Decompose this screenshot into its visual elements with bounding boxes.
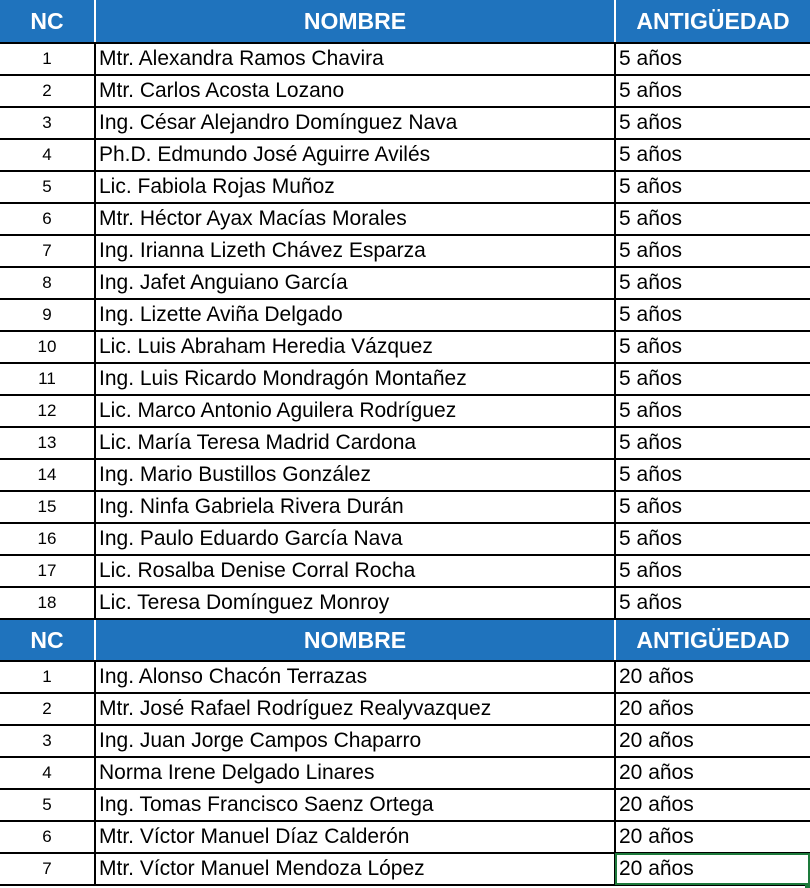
cell-antiguedad[interactable]: 5 años — [615, 203, 810, 235]
cell-nc[interactable]: 13 — [0, 427, 95, 459]
header-nombre[interactable]: NOMBRE — [95, 619, 615, 661]
table-row — [0, 587, 810, 619]
table-row — [0, 331, 810, 363]
header-row — [0, 619, 810, 661]
cell-nombre[interactable]: Ing. Ninfa Gabriela Rivera Durán — [95, 491, 615, 523]
cell-antiguedad[interactable]: 5 años — [615, 107, 810, 139]
table-row — [0, 203, 810, 235]
cell-antiguedad[interactable]: 20 años — [615, 853, 810, 885]
cell-nc[interactable]: 12 — [0, 395, 95, 427]
cell-nc[interactable]: 5 — [0, 171, 95, 203]
header-row — [0, 0, 810, 43]
cell-nc[interactable]: 7 — [0, 853, 95, 885]
header-nc[interactable]: NC — [0, 619, 95, 661]
header-antiguedad[interactable]: ANTIGÜEDAD — [615, 0, 810, 43]
cell-nombre[interactable]: Lic. María Teresa Madrid Cardona — [95, 427, 615, 459]
cell-nombre[interactable]: Mtr. Víctor Manuel Mendoza López — [95, 853, 615, 885]
cell-antiguedad[interactable]: 5 años — [615, 523, 810, 555]
cell-antiguedad[interactable]: 5 años — [615, 139, 810, 171]
cell-nc[interactable]: 2 — [0, 693, 95, 725]
cell-nombre[interactable]: Lic. Teresa Domínguez Monroy — [95, 587, 615, 619]
cell-nc[interactable]: 1 — [0, 661, 95, 693]
cell-antiguedad[interactable]: 20 años — [615, 821, 810, 853]
cell-antiguedad[interactable]: 20 años — [615, 757, 810, 789]
cell-antiguedad[interactable]: 5 años — [615, 363, 810, 395]
cell-antiguedad[interactable]: 5 años — [615, 43, 810, 75]
table-row — [0, 459, 810, 491]
table-row — [0, 661, 810, 693]
cell-antiguedad[interactable]: 5 años — [615, 267, 810, 299]
table-row — [0, 821, 810, 853]
cell-nc[interactable]: 4 — [0, 757, 95, 789]
table-row — [0, 757, 810, 789]
table-row — [0, 853, 810, 885]
cell-nombre[interactable]: Ing. Alonso Chacón Terrazas — [95, 661, 615, 693]
cell-antiguedad[interactable]: 5 años — [615, 395, 810, 427]
cell-antiguedad[interactable]: 20 años — [615, 661, 810, 693]
cell-nc[interactable]: 15 — [0, 491, 95, 523]
table-row — [0, 789, 810, 821]
table-row — [0, 363, 810, 395]
cell-nombre[interactable]: Ing. Jafet Anguiano García — [95, 267, 615, 299]
cell-antiguedad[interactable]: 5 años — [615, 491, 810, 523]
table-row — [0, 107, 810, 139]
cell-antiguedad[interactable]: 20 años — [615, 693, 810, 725]
cell-nombre[interactable]: Lic. Luis Abraham Heredia Vázquez — [95, 331, 615, 363]
cell-antiguedad[interactable]: 5 años — [615, 299, 810, 331]
cell-antiguedad[interactable]: 5 años — [615, 427, 810, 459]
selection-fill-handle[interactable] — [805, 883, 810, 888]
cell-antiguedad[interactable]: 5 años — [615, 75, 810, 107]
table-row — [0, 427, 810, 459]
table-row — [0, 139, 810, 171]
cell-antiguedad[interactable]: 5 años — [615, 459, 810, 491]
cell-antiguedad[interactable]: 5 años — [615, 555, 810, 587]
table-row — [0, 43, 810, 75]
cell-nombre[interactable]: Mtr. Víctor Manuel Díaz Calderón — [95, 821, 615, 853]
cell-nc[interactable]: 9 — [0, 299, 95, 331]
table-row — [0, 75, 810, 107]
header-antiguedad[interactable]: ANTIGÜEDAD — [615, 619, 810, 661]
cell-nc[interactable]: 6 — [0, 203, 95, 235]
cell-nc[interactable]: 17 — [0, 555, 95, 587]
cell-nombre[interactable]: Mtr. Héctor Ayax Macías Morales — [95, 203, 615, 235]
table-row — [0, 235, 810, 267]
cell-nombre[interactable]: Lic. Fabiola Rojas Muñoz — [95, 171, 615, 203]
table-row — [0, 299, 810, 331]
table-row — [0, 491, 810, 523]
cell-nombre[interactable]: Mtr. Carlos Acosta Lozano — [95, 75, 615, 107]
cell-antiguedad[interactable]: 20 años — [615, 725, 810, 757]
cell-nombre[interactable]: Lic. Marco Antonio Aguilera Rodríguez — [95, 395, 615, 427]
cell-nc[interactable]: 11 — [0, 363, 95, 395]
table-row — [0, 725, 810, 757]
header-nc[interactable]: NC — [0, 0, 95, 43]
cell-nombre[interactable]: Ing. César Alejandro Domínguez Nava — [95, 107, 615, 139]
cell-nombre[interactable]: Mtr. Alexandra Ramos Chavira — [95, 43, 615, 75]
cell-nc[interactable]: 1 — [0, 43, 95, 75]
cell-antiguedad[interactable]: 5 años — [615, 331, 810, 363]
cell-nombre[interactable]: Ing. Juan Jorge Campos Chaparro — [95, 725, 615, 757]
table-row — [0, 555, 810, 587]
cell-nombre[interactable]: Ing. Tomas Francisco Saenz Ortega — [95, 789, 615, 821]
cell-nc[interactable]: 4 — [0, 139, 95, 171]
cell-nc[interactable]: 5 — [0, 789, 95, 821]
table-row — [0, 523, 810, 555]
table-row — [0, 693, 810, 725]
table-row — [0, 395, 810, 427]
cell-nc[interactable]: 7 — [0, 235, 95, 267]
cell-nombre[interactable]: Ing. Luis Ricardo Mondragón Montañez — [95, 363, 615, 395]
cell-nombre[interactable]: Ing. Paulo Eduardo García Nava — [95, 523, 615, 555]
cell-nc[interactable]: 8 — [0, 267, 95, 299]
cell-antiguedad[interactable]: 5 años — [615, 235, 810, 267]
cell-nc[interactable]: 3 — [0, 725, 95, 757]
cell-nombre[interactable]: Ing. Mario Bustillos González — [95, 459, 615, 491]
cell-nc[interactable]: 2 — [0, 75, 95, 107]
cell-nombre[interactable]: Ing. Lizette Aviña Delgado — [95, 299, 615, 331]
header-nombre[interactable]: NOMBRE — [95, 0, 615, 43]
cell-nc[interactable]: 14 — [0, 459, 95, 491]
cell-nc[interactable]: 3 — [0, 107, 95, 139]
cell-nc[interactable]: 6 — [0, 821, 95, 853]
cell-nombre[interactable]: Mtr. José Rafael Rodríguez Realyvazquez — [95, 693, 615, 725]
cell-nc[interactable]: 10 — [0, 331, 95, 363]
cell-nc[interactable]: 18 — [0, 587, 95, 619]
cell-nombre[interactable]: Ing. Irianna Lizeth Chávez Esparza — [95, 235, 615, 267]
cell-antiguedad[interactable]: 5 años — [615, 171, 810, 203]
table-row — [0, 171, 810, 203]
table-row — [0, 267, 810, 299]
cell-nombre[interactable]: Norma Irene Delgado Linares — [95, 757, 615, 789]
cell-antiguedad[interactable]: 20 años — [615, 789, 810, 821]
cell-nc[interactable]: 16 — [0, 523, 95, 555]
cell-nombre[interactable]: Ph.D. Edmundo José Aguirre Avilés — [95, 139, 615, 171]
cell-nombre[interactable]: Lic. Rosalba Denise Corral Rocha — [95, 555, 615, 587]
cell-antiguedad[interactable]: 5 años — [615, 587, 810, 619]
